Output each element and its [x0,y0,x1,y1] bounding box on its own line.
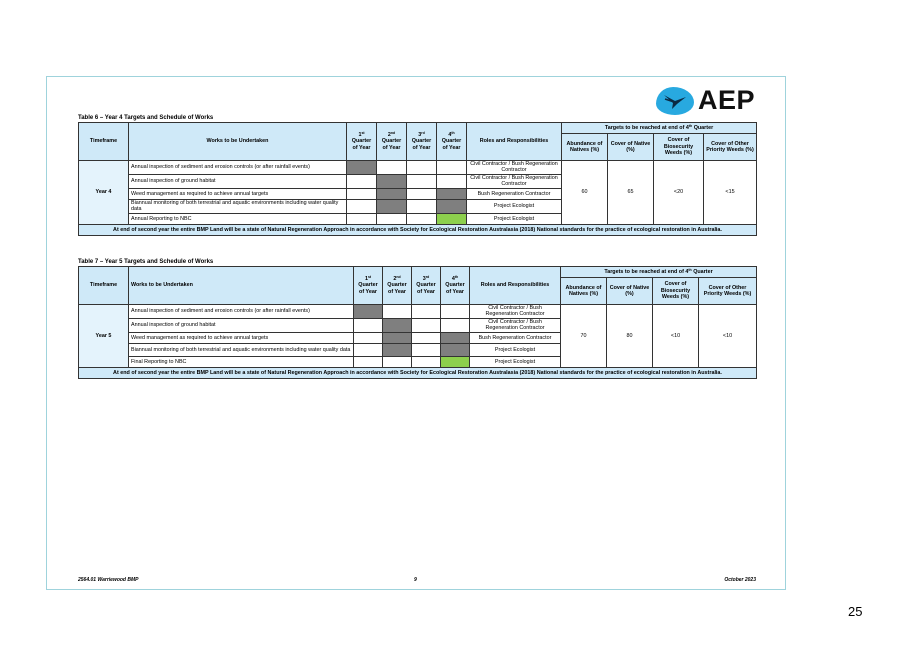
header-q4: 4th Quarter of Year [441,267,470,305]
q4-cell [441,305,470,319]
logo-text: AEP [697,85,755,115]
q3-cell [412,318,441,332]
header-abundance: Abundance of Natives (%) [562,134,608,161]
target-cover-biosecurity: <20 [654,161,704,225]
header-roles: Roles and Responsibilities [467,123,562,161]
q4-cell [437,188,467,199]
q3-cell [412,343,441,356]
work-cell: Biannual monitoring of both terrestrial and aquatic environments including water quality data [129,343,354,356]
bird-logo-icon [656,87,694,115]
work-cell: Weed management as required to achieve annual targets [129,188,347,199]
role-cell: Project Ecologist [470,356,561,367]
target-abundance: 60 [562,161,608,225]
footer-page-number: 9 [414,577,417,583]
role-cell: Bush Regeneration Contractor [470,332,561,343]
work-cell: Biannual monitoring of both terrestrial and aquatic environments including water quality data [129,199,347,213]
target-cover-biosecurity: <10 [653,305,699,368]
header-timeframe: Timeframe [79,123,129,161]
q2-cell [377,188,407,199]
work-cell: Annual inspection of sediment and erosion controls (or after rainfall events) [129,305,354,319]
header-q2: 2nd Quarter of Year [377,123,407,161]
q1-cell [354,343,383,356]
q2-cell [377,213,407,224]
timeframe-cell: Year 4 [79,161,129,225]
q4-cell [441,318,470,332]
work-cell: Annual Reporting to NBC [129,213,347,224]
q1-cell [347,161,377,175]
q2-cell [377,199,407,213]
q1-cell [347,188,377,199]
q4-cell [437,174,467,188]
header-cover-priority: Cover of Other Priority Weeds (%) [704,134,757,161]
header-works: Works to be Undertaken [129,267,354,305]
header-timeframe: Timeframe [79,267,129,305]
aep-logo [656,85,755,116]
q4-cell [441,343,470,356]
q1-cell [347,213,377,224]
q3-cell [407,213,437,224]
target-abundance: 70 [561,305,607,368]
table-note: At end of second year the entire BMP Land will be a state of Natural Regeneration Approach in accordance with Society for Ecological Restoration Australasia (2018) National standards for the practice of ecological restoration in Australia. [79,224,757,235]
header-roles: Roles and Responsibilities [470,267,561,305]
header-q3: 3rd Quarter of Year [407,123,437,161]
role-cell: Civil Contractor / Bush Regeneration Contractor [470,305,561,319]
table-6 [78,122,757,236]
role-cell: Project Ecologist [467,213,562,224]
q2-cell [383,343,412,356]
table-7-title: Table 7 – Year 5 Targets and Schedule of Works [78,259,214,265]
q1-cell [354,305,383,319]
q1-cell [354,356,383,367]
table-6-title: Table 6 – Year 4 Targets and Schedule of Works [78,115,214,121]
table-row [79,305,757,319]
document-page [46,76,786,590]
header-q2: 2nd Quarter of Year [383,267,412,305]
work-cell: Annual inspection of sediment and erosion controls (or after rainfall events) [129,161,347,175]
q3-cell [412,356,441,367]
q2-cell [383,332,412,343]
target-cover-priority: <10 [699,305,757,368]
q2-cell [377,161,407,175]
work-cell: Weed management as required to achieve annual targets [129,332,354,343]
q2-cell [383,356,412,367]
q4-cell [441,332,470,343]
table-note: At end of second year the entire BMP Land will be a state of Natural Regeneration Approach in accordance with Society for Ecological Restoration Australasia (2018) National standards for the practice of ecological restoration in Australia. [79,367,757,378]
q1-cell [354,318,383,332]
work-cell: Annual inspection of ground habitat [129,318,354,332]
q3-cell [412,332,441,343]
header-q3: 3rd Quarter of Year [412,267,441,305]
table-row [79,161,757,175]
q3-cell [407,174,437,188]
header-q1: 1st Quarter of Year [354,267,383,305]
q4-cell [437,161,467,175]
header-targets: Targets to be reached at end of 4th Quarter [561,267,757,278]
header-q4: 4th Quarter of Year [437,123,467,161]
q4-cell [437,199,467,213]
role-cell: Civil Contractor / Bush Regeneration Contractor [467,161,562,175]
q3-cell [407,199,437,213]
role-cell: Bush Regeneration Contractor [467,188,562,199]
work-cell: Final Reporting to NBC [129,356,354,367]
q3-cell [407,161,437,175]
work-cell: Annual inspection of ground habitat [129,174,347,188]
header-cover-biosecurity: Cover of Biosecurity Weeds (%) [654,134,704,161]
timeframe-cell: Year 5 [79,305,129,368]
q1-cell [354,332,383,343]
footer-doc-ref: 2564.01 Warriewood BMP [78,577,139,583]
q4-cell [441,356,470,367]
q3-cell [412,305,441,319]
target-cover-native: 80 [607,305,653,368]
q2-cell [383,305,412,319]
header-abundance: Abundance of Natives (%) [561,278,607,305]
q3-cell [407,188,437,199]
header-cover-priority: Cover of Other Priority Weeds (%) [699,278,757,305]
role-cell: Civil Contractor / Bush Regeneration Contractor [467,174,562,188]
role-cell: Civil Contractor / Bush Regeneration Contractor [470,318,561,332]
header-targets: Targets to be reached at end of 4th Quarter [562,123,757,134]
q1-cell [347,174,377,188]
q2-cell [377,174,407,188]
q1-cell [347,199,377,213]
q4-cell [437,213,467,224]
slide-number: 25 [848,604,863,619]
target-cover-native: 65 [608,161,654,225]
footer-date: October 2023 [724,577,756,583]
header-q1: 1st Quarter of Year [347,123,377,161]
header-cover-native: Cover of Native (%) [608,134,654,161]
header-cover-native: Cover of Native (%) [607,278,653,305]
table-7 [78,266,757,379]
target-cover-priority: <15 [704,161,757,225]
role-cell: Project Ecologist [470,343,561,356]
role-cell: Project Ecologist [467,199,562,213]
header-works: Works to be Undertaken [129,123,347,161]
q2-cell [383,318,412,332]
header-cover-biosecurity: Cover of Biosecurity Weeds (%) [653,278,699,305]
